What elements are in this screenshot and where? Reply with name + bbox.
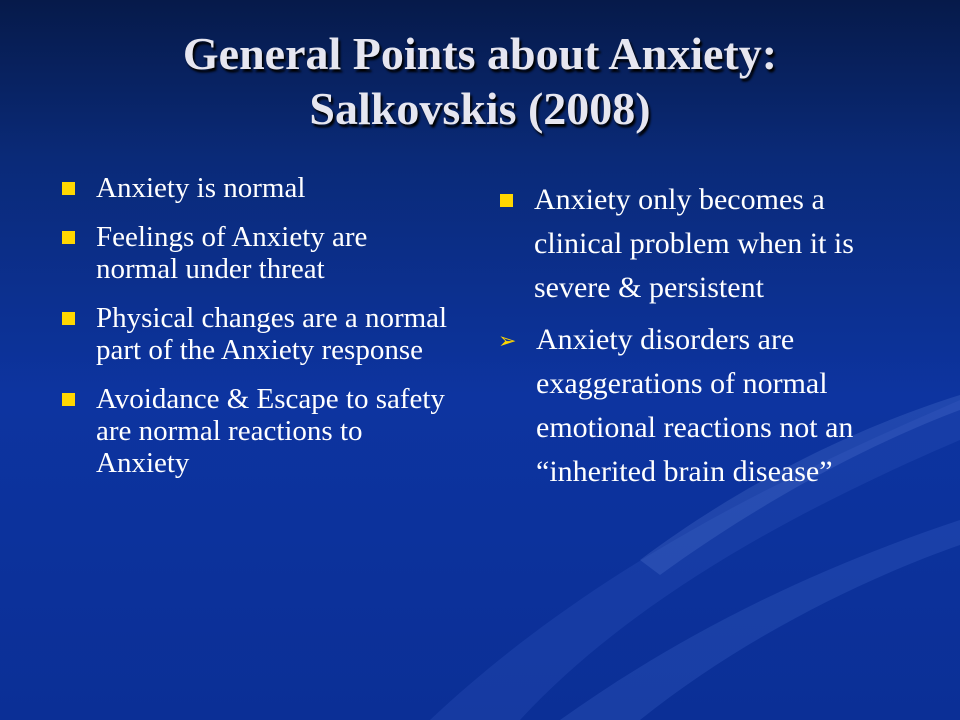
- title-line-1: General Points about Anxiety:: [182, 28, 778, 79]
- list-item-text: Feelings of Anxiety are normal under threat: [96, 221, 368, 285]
- list-item: [498, 178, 908, 310]
- square-bullet-icon: [62, 182, 75, 195]
- square-bullet-icon: [500, 194, 513, 207]
- slide-title: [40, 26, 920, 136]
- title-line-2: Salkovskis (2008): [309, 83, 651, 134]
- square-bullet-icon: [62, 393, 75, 406]
- list-item-text: Physical changes are a normal part of the Anxiety response: [96, 302, 448, 366]
- list-item-text: Anxiety is normal: [96, 172, 306, 204]
- list-item-text: Anxiety only becomes a clinical problem when it is severe & persistent: [534, 183, 854, 304]
- list-item-text: Avoidance & Escape to safety are normal reactions to Anxiety: [96, 383, 445, 479]
- list-item: [60, 383, 450, 479]
- list-item: [60, 221, 450, 285]
- list-item: [498, 318, 908, 494]
- left-bullet-list: [60, 172, 450, 496]
- square-bullet-icon: [62, 231, 75, 244]
- arrow-bullet-icon: ➢: [498, 329, 517, 354]
- list-item-text: Anxiety disorders are exaggerations of normal emotional reactions not an “inherited brain disease”: [536, 323, 854, 488]
- list-item: [60, 172, 450, 204]
- list-item: [60, 302, 450, 366]
- square-bullet-icon: [62, 312, 75, 325]
- right-bullet-list: [498, 178, 908, 502]
